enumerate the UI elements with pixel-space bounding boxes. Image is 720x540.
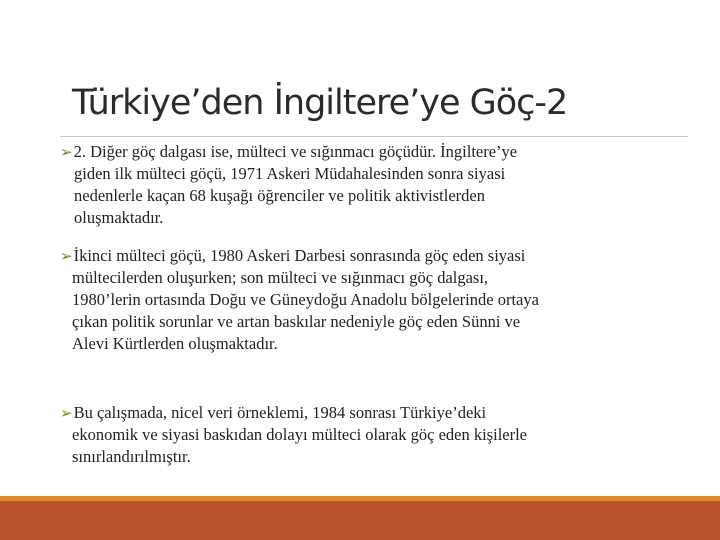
bullet-3-line-2: ekonomik ve siyasi baskıdan dolayı mülteci olarak göç eden kişilerle [72,425,527,444]
title-divider [60,136,688,137]
bullet-2-line-1: İkinci mülteci göçü, 1980 Askeri Darbesi sonrasında göç eden siyasi [73,246,526,265]
bullet-2-line-2: mültecilerden oluşurken; son mülteci ve sığınmacı göç dalgası, [72,268,489,287]
arrow-bullet-icon: ➢ [60,404,73,422]
bullet-1-line-4: oluşmaktadır. [74,208,164,227]
footer-accent-stripe [0,496,720,501]
bullet-item-2 [60,245,539,355]
bullet-3-line-3: sınırlandırılmıştır. [72,447,191,466]
arrow-bullet-icon: ➢ [60,247,73,265]
bullet-1-line-3: nedenlerle kaçan 68 kuşağı öğrenciler ve politik aktivistlerden [74,186,485,205]
arrow-bullet-icon: ➢ [60,143,73,161]
bullet-item-3 [60,402,527,468]
bullet-2-line-5: Alevi Kürtlerden oluşmaktadır. [72,334,278,353]
footer-band [0,496,720,540]
bullet-2-line-4: çıkan politik sorunlar ve artan baskılar nedeniyle göç eden Sünni ve [72,312,521,331]
bullet-item-1 [60,141,517,229]
bullet-1-line-2: giden ilk mülteci göçü, 1971 Askeri Müdahalesinden sonra siyasi [74,164,506,183]
slide-title: Türkiye’den İngiltere’ye Göç-2 [72,83,568,123]
bullet-3-line-1: Bu çalışmada, nicel veri örneklemi, 1984 sonrası Türkiye’deki [73,403,487,422]
bullet-2-line-3: 1980’lerin ortasında Doğu ve Güneydoğu Anadolu bölgelerinde ortaya [72,290,539,309]
bullet-1-line-1: 2. Diğer göç dalgası ise, mülteci ve sığınmacı göçüdür. İngiltere’ye [73,142,518,161]
